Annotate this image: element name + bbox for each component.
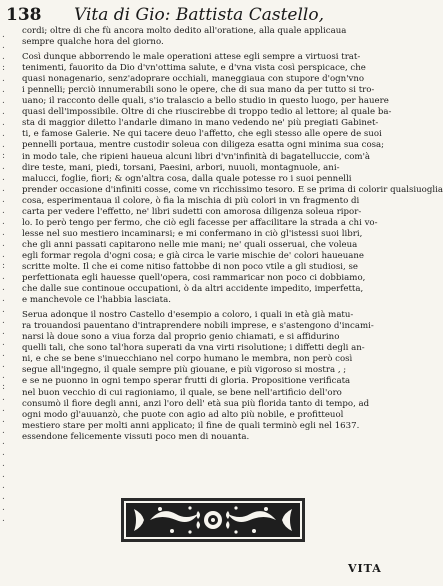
text-line: egli formar regola d'ogni cosa; e già circa le varie mischie de' colori haueuane <box>22 250 365 261</box>
text-line: malucci, foglie, fiori; & ogn'altra cosa, dalla quale potesse ro i suoi pennelli <box>22 173 352 184</box>
text-line: pennelli portaua, mentre custodir soleua con diligeza esatta ogni minima sua cosa; <box>22 140 385 151</box>
page-number: 138 <box>6 5 42 25</box>
text-line: nel buon vecchio di cui ragioniamo, il quale, se bene nell'artificio dell'oro <box>22 387 342 398</box>
text-line: ra trouandosi pauentano d'intraprendere nobili imprese, e s'astengono d'incami- <box>22 321 374 332</box>
text-line: Serua adonque il nostro Castello d'esempio a coloro, i quali in età già matu- <box>22 310 354 321</box>
text-line: segue all'ingegno, il quale sempre più giouane, e più vigoroso si mostra , ; <box>22 365 347 376</box>
text-line: e manchevole ce l'habbia lasciata. <box>22 295 171 306</box>
running-head <box>6 4 396 26</box>
text-line: sempre qualche hora del giorno. <box>22 37 164 48</box>
text-line: in modo tale, che ripieni haueua alcuni libri d'vn'infinità di bagatelluccie, com'à <box>22 151 371 162</box>
text-line: ni, e che se bene s'inuecchiano nel corpo humano le membra, non però così <box>22 354 353 365</box>
paragraph <box>22 26 393 48</box>
gutter-marks: . . . : . . . . . . . : . . . . . . . . . : . . . . . . . . . . : . . . . . . . . . . . . <box>2 30 6 524</box>
text-line: cordi; oltre di che fù ancora molto dedito all'oratione, alla quale applicaua <box>22 26 347 36</box>
text-line: tenimenti, fauorito da Dio d'vn'ottima salute, e d'vna vista così perspicace, che <box>22 63 366 74</box>
text-line: che gli anni passati capitarono nelle mie mani; ne' quali osseruai, che voleua <box>22 239 358 250</box>
text-line: lesse nel suo mestiero incaminarsi; e mi confermano in ciò gl'istessi suoi libri, <box>22 228 363 239</box>
text-line: che dalle sue continoue occupationi, ò da altri accidente impedito, imperfetta, <box>22 284 364 295</box>
paragraph <box>22 52 443 306</box>
running-title: Vita di Gio: Battista Castello, <box>74 5 324 25</box>
body-text <box>22 26 443 443</box>
text-line: quasi dell'impossibile. Oltre di che riuscirebbe di troppo tedio al lettore; al quale ba- <box>22 107 392 118</box>
text-line: mestiero stare per molti anni applicato; il fine de quali terminò egli nel 1637. <box>22 420 360 431</box>
text-line: quasi nonagenario, senz'adoprare occhiali, maneggiaua con stupore d'ogn'vno <box>22 74 365 85</box>
text-line: scritte molte. Il che ei come nitiso fattobbe di non poco vtile a gli studiosi, se <box>22 261 358 272</box>
text-line: Così dunque abborrendo le male operationi attese egli sempre a virtuosi trat- <box>22 52 361 63</box>
text-line: i pennelli; perciò innumerabili sono le opere, che di sua mano da per tutto si tro- <box>22 85 375 96</box>
text-line: carta per vedere l'effetto, ne' libri sudetti con amorosa diligenza soleua ripor- <box>22 206 362 217</box>
text-line: essendone felicemente vissuti poco men di nouanta. <box>22 431 250 442</box>
text-line: ogni modo gl'auuanzò, che puote con agio ad alto più nobile, e profitteuol <box>22 409 344 420</box>
text-line: ti, e famose Galerie. Ne qui tacere deuo l'affetto, che egli stesso alle opere de suoi <box>22 129 382 140</box>
text-line: sta di maggior diletto l'andarle dimano in mano vedendo ne' più pregiati Gabinet- <box>22 118 379 129</box>
text-line: quelli tali, che sono tal'hora superati da vna virti risolutione; i diffetti degli an- <box>22 343 365 354</box>
text-line: e se ne puonno in ogni tempo sperar frutti di gloria. Propositione verificata <box>22 376 351 387</box>
text-line: consumò il fiore degli anni, anzi l'oro dell' età sua più florida tanto di tempo, ad <box>22 398 370 409</box>
text-line: uano; il racconto delle quali, s'io tralascio a bello studio in questo luogo, per hauere <box>22 96 389 107</box>
text-line: dire teste, mani, piedi, torsani, Paesini, arbori, nuuoli, montagnuole, ani- <box>22 162 340 173</box>
text-line: prender occasione d'infiniti cosse, come vn ricchissimo tesoro. E se prima di colorir qualsiuoglia <box>22 184 443 195</box>
catchword: VITA <box>348 562 382 575</box>
text-line: perfettionata egli hauesse quell'opera, cosi rammaricar non poco ci dobbiamo, <box>22 273 366 284</box>
text-line: cosa, esperimentaua il colore, ò fia la mischia di più colori in vn fragmento di <box>22 195 360 206</box>
decorative-vignette <box>120 497 306 543</box>
text-line: lo. Io però tengo per fermo, che ciò egli facesse per affacilitare la strada a chi vo- <box>22 217 378 228</box>
text-line: narsi là doue sono a viua forza dal proprio genio chiamati, e si affidurino <box>22 332 340 343</box>
paragraph <box>22 310 393 443</box>
